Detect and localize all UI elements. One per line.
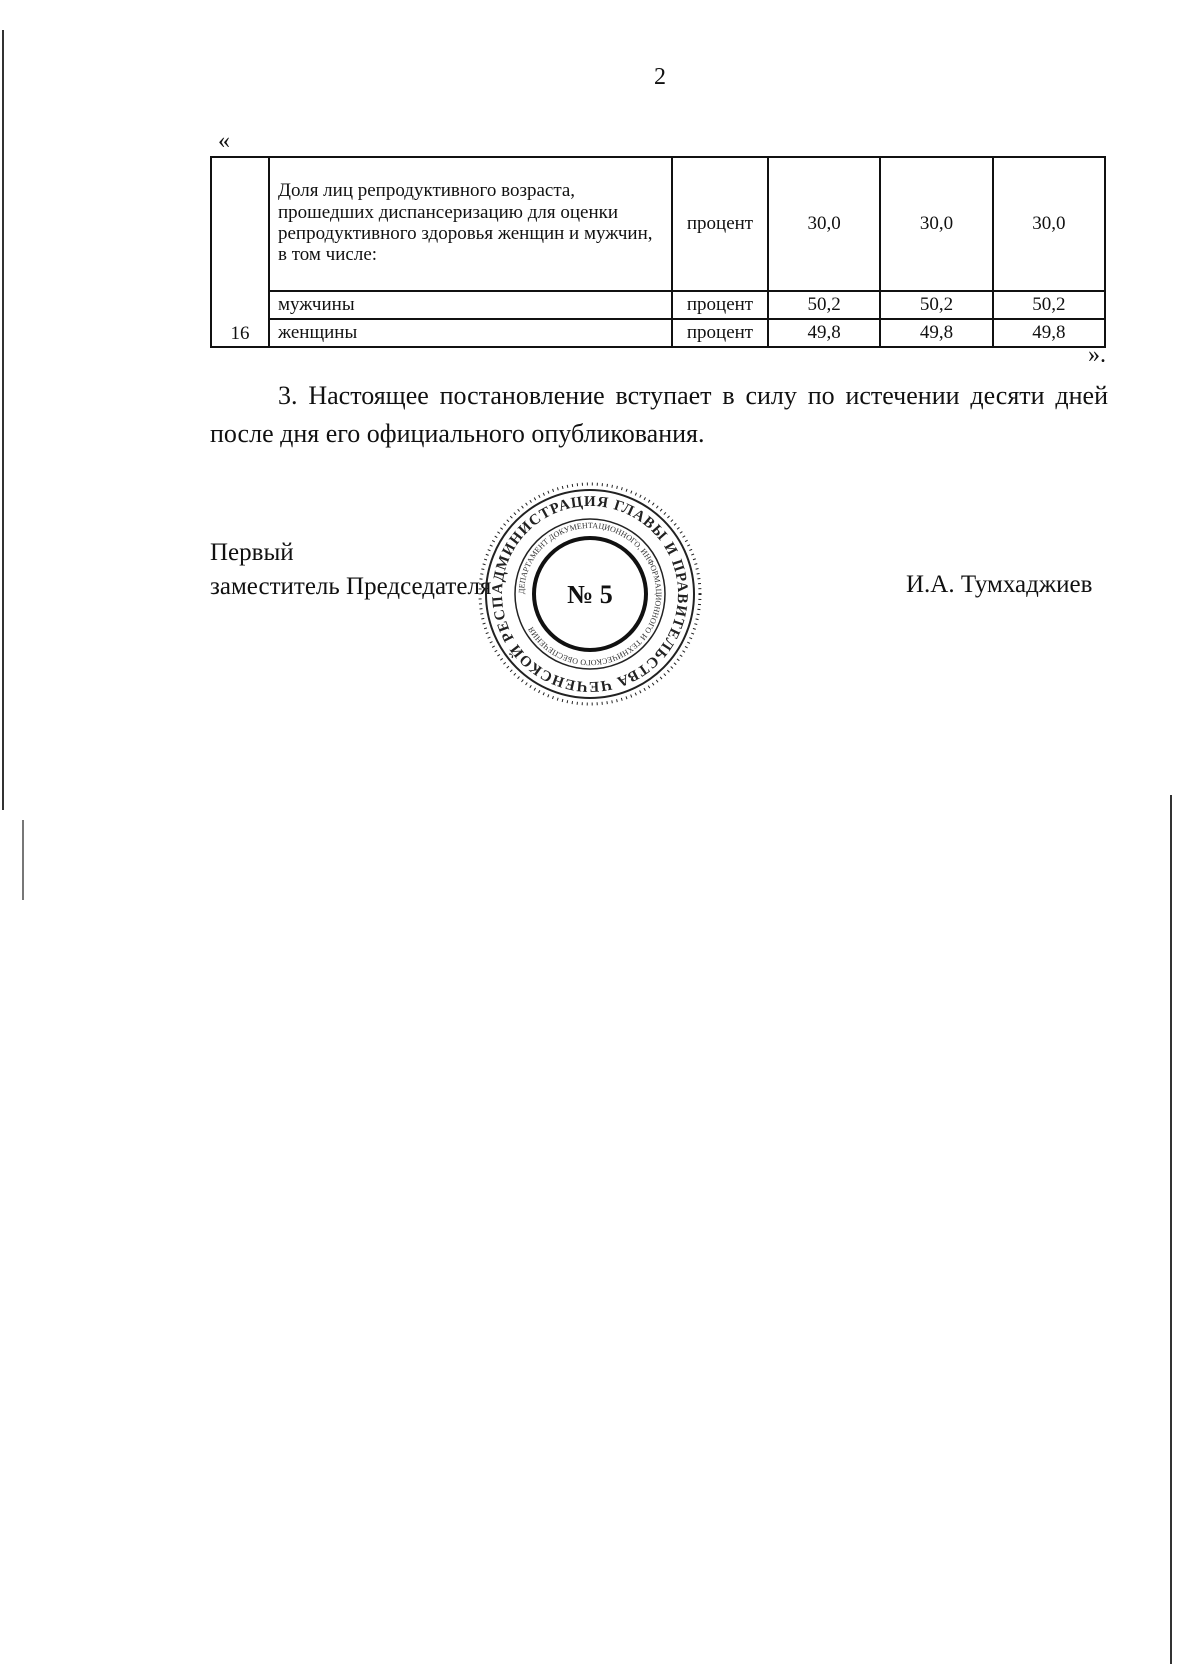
unit-cell: процент [672, 157, 768, 291]
scan-edge-left [2, 30, 4, 810]
seal-inner-text: ДЕПАРТАМЕНТ ДОКУМЕНТАЦИОННОГО, ИНФОРМАЦИОННОГО И ТЕХНИЧЕСКОГО ОБЕСПЕЧЕНИЯ [516, 520, 664, 668]
value-cell: 30,0 [768, 157, 880, 291]
indicator-table [210, 156, 1106, 348]
value-cell: 50,2 [768, 291, 880, 319]
unit-cell: процент [672, 291, 768, 319]
opening-quote: « [218, 128, 230, 154]
closing-quote: ». [1088, 342, 1106, 368]
scan-edge-right [1170, 795, 1172, 1664]
table-row [211, 319, 1105, 347]
table-row [211, 157, 1105, 291]
value-cell: 49,8 [993, 319, 1105, 347]
value-cell: 30,0 [993, 157, 1105, 291]
row-number: 16 [211, 157, 269, 347]
subrow-label: женщины [269, 319, 672, 347]
clause-paragraph: 3. Настоящее постановление вступает в силу по истечении десяти дней после дня его официального опубликования. [210, 381, 1108, 448]
official-seal [474, 478, 706, 710]
value-cell: 50,2 [993, 291, 1105, 319]
signer-name: И.А. Тумхаджиев [906, 571, 1093, 598]
value-cell: 49,8 [768, 319, 880, 347]
value-cell: 50,2 [880, 291, 992, 319]
indicator-name: Доля лиц репродуктивного возраста, прошедших диспансеризацию для оценки репродуктивного здоровья женщин и мужчин, в том числе: [269, 157, 672, 291]
value-cell: 49,8 [880, 319, 992, 347]
page-number: 2 [654, 64, 666, 90]
scan-edge-left-fragment [22, 820, 24, 900]
unit-cell: процент [672, 319, 768, 347]
table-row [211, 291, 1105, 319]
seal-number: № 5 [567, 580, 613, 609]
signer-title: Первый заместитель Председателя [210, 539, 492, 600]
seal-graphic [474, 478, 706, 710]
seal-outer-text: АДМИНИСТРАЦИЯ ГЛАВЫ И ПРАВИТЕЛЬСТВА ЧЕЧЕНСКОЙ РЕСП [489, 493, 691, 695]
subrow-label: мужчины [269, 291, 672, 319]
value-cell: 30,0 [880, 157, 992, 291]
